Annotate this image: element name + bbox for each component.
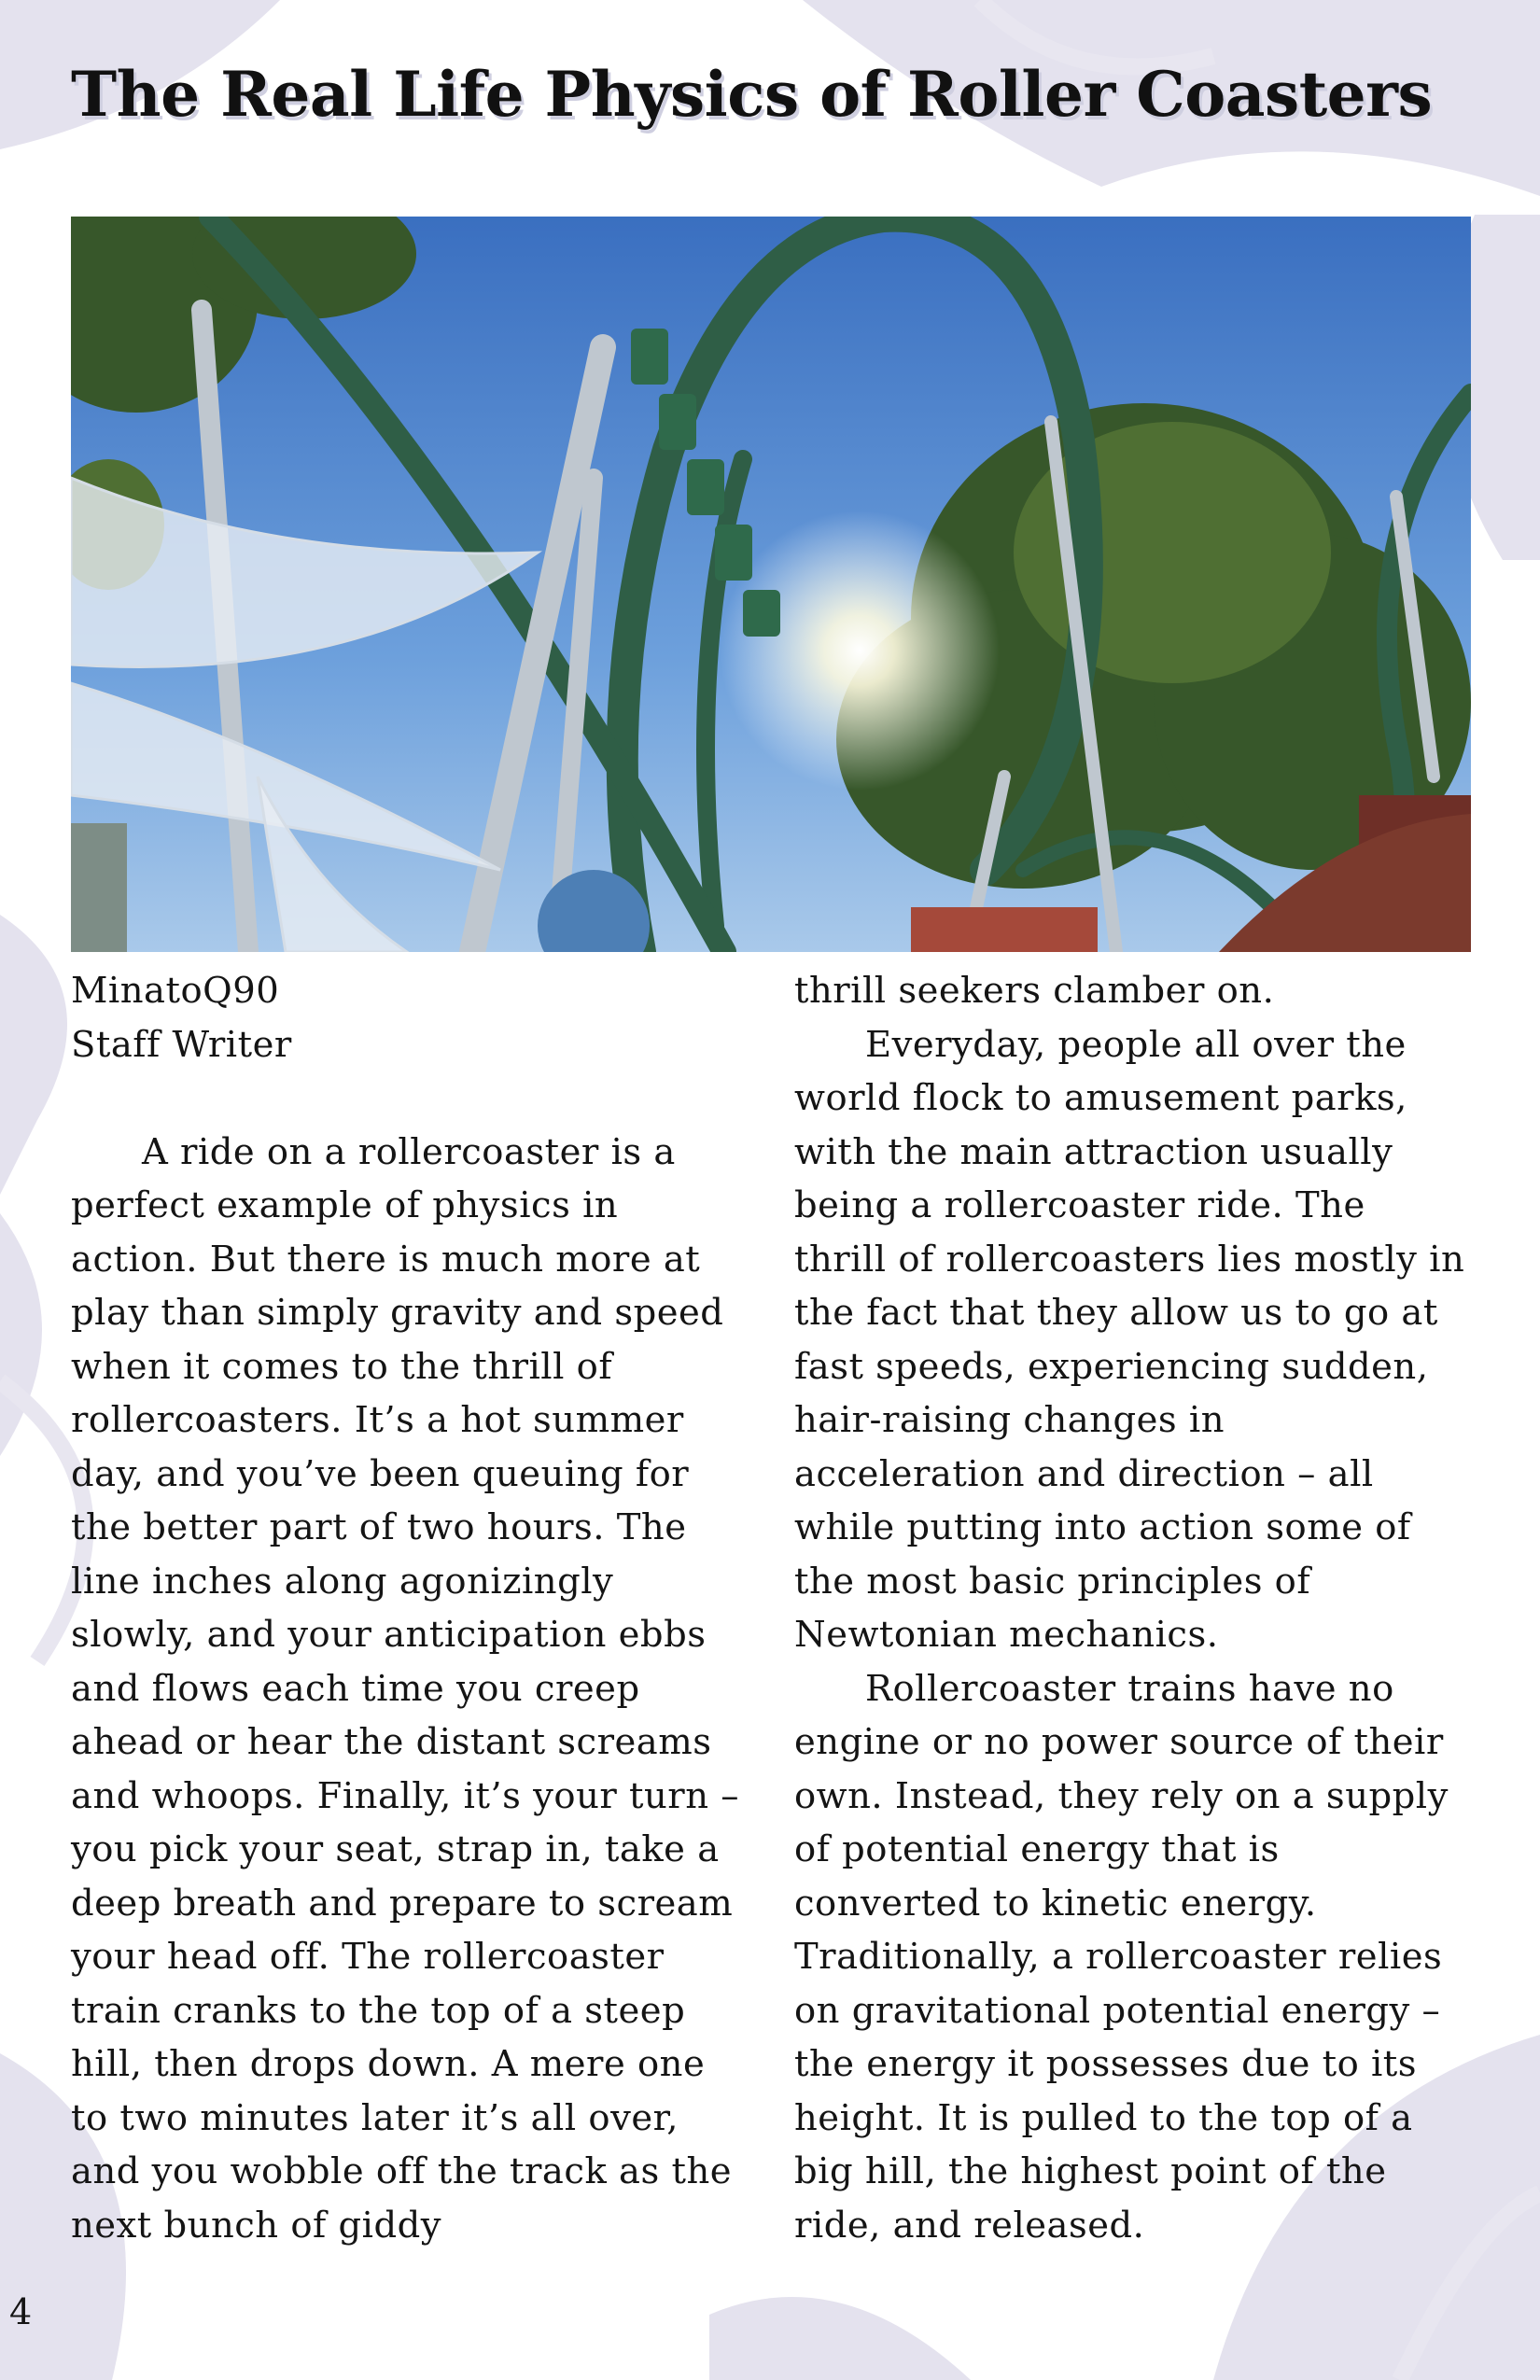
author-name: MinatoQ90 <box>71 970 280 1012</box>
paragraph-energy: Rollercoaster trains have no engine or no power source of their own. Instead, they rely on a supply of potential energy that is converted to kinetic energy. Traditionally, a rollercoaster relies on gravitational potential energy – the energy it possesses due to its height. It is pulled to the top of a big hill, the highest point of the ride, and released. <box>794 1667 1449 2247</box>
byline-spacer <box>71 1071 743 1126</box>
paragraph-continuation: thrill seekers clamber on. <box>794 970 1275 1012</box>
author-role: Staff Writer <box>71 1023 292 1066</box>
article-column-left <box>71 964 743 2252</box>
article-title: The Real Life Physics of Roller Coasters <box>71 58 1433 131</box>
page-number: 4 <box>9 2291 33 2332</box>
paragraph-intro: A ride on a rollercoaster is a perfect example of physics in action. But there is much more at play than simply gravity and speed when it comes to the thrill of rollercoasters. It’s a hot summer day, and you’ve been queuing for the better part of two hours. The line inches along agonizingly slowly, and your anticipation ebbs and flows each time you creep ahead or hear the distant screams and whoops. Finally, it’s your turn – you pick your seat, strap in, take a deep breath and prepare to scream your head off. The rollercoaster train cranks to the top of a steep hill, then drops down. A mere one to two minutes later it’s all over, and you wobble off the track as the next bunch of giddy <box>71 1130 739 2247</box>
article-column-right <box>794 964 1466 2252</box>
paragraph-amusement-parks: Everyday, people all over the world flock to amusement parks, with the main attraction usually being a rollercoaster ride. The thrill of rollercoasters lies mostly in the fact that they allow us to go at fast speeds, experiencing sudden, hair-raising changes in acceleration and direction – all while putting into action some of the most basic principles of Newtonian mechanics. <box>794 1023 1465 1656</box>
article-photo <box>71 217 1471 952</box>
